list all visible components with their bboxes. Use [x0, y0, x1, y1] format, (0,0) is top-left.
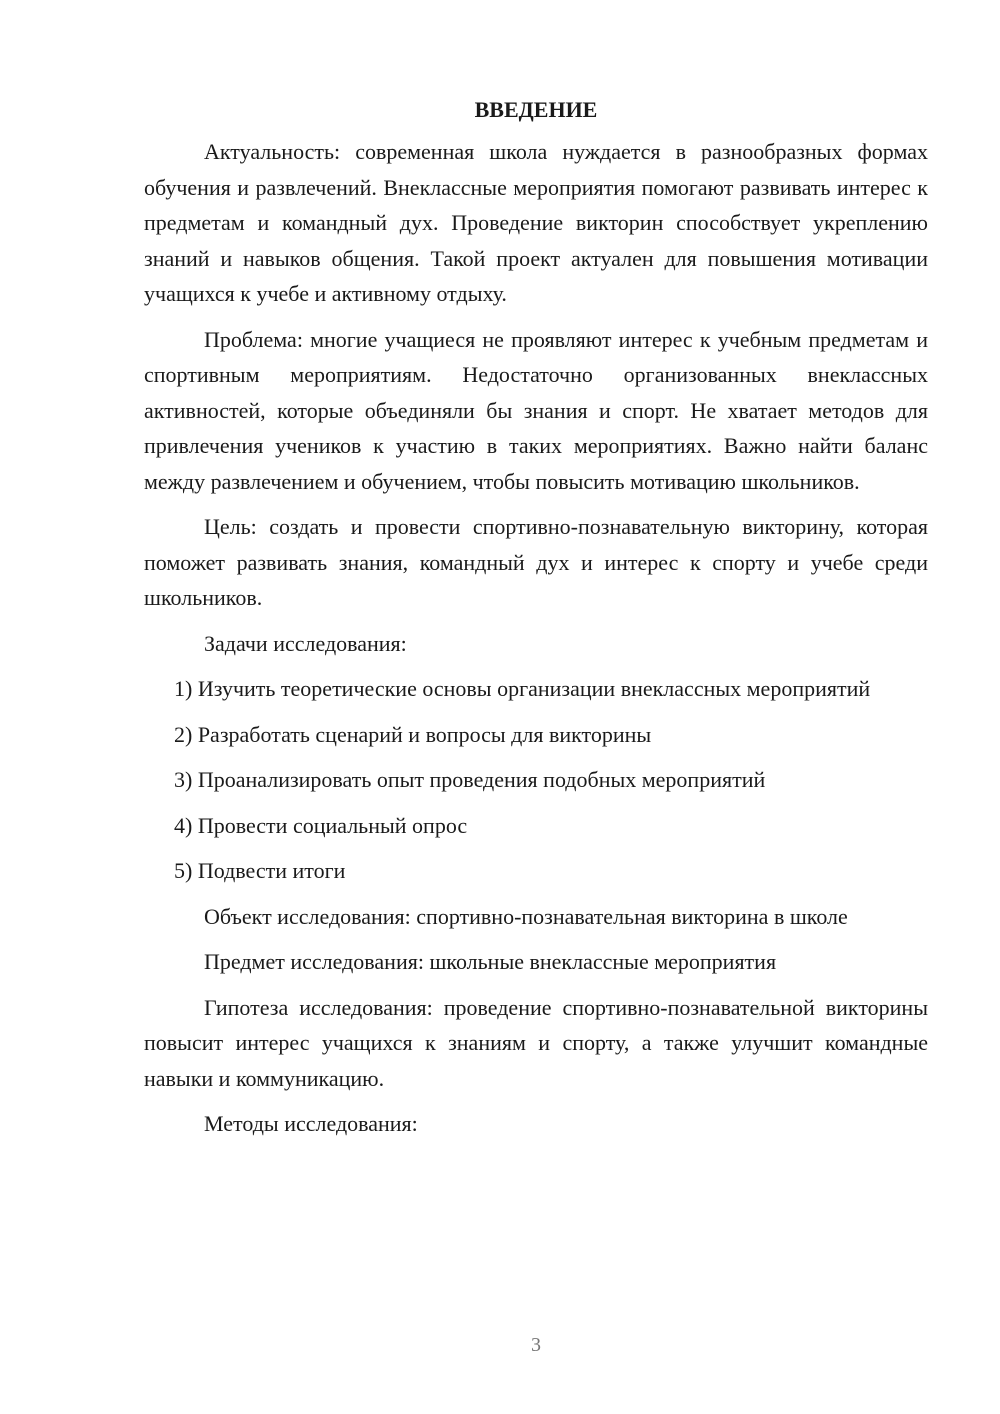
tasks-title: Задачи исследования:	[204, 630, 407, 656]
task-item: 4) Провести социальный опрос	[174, 812, 468, 838]
relevance-paragraph: Актуальность: современная школа нуждается в разнообразных формах обучения и развлечений. Внеклассные мероприятия помогают развивать интерес к предметам и командный дух. Проведение викторин способствует укреплению знаний и навыков общения. Такой проект актуален для повышения мотивации учащихся к учебе и активному отдыху.	[144, 139, 928, 306]
task-item: 2) Разработать сценарий и вопросы для викторины	[174, 721, 652, 747]
page-number: 3	[531, 1334, 541, 1356]
subject-paragraph: Предмет исследования: школьные внеклассные мероприятия	[204, 949, 777, 974]
problem-paragraph: Проблема: многие учащиеся не проявляют интерес к учебным предметам и спортивным мероприятиям. Недостаточно организованных внеклассных активностей, которые объединяли бы знания и спорт. Не хватает методов для привлечения учеников к участию в таких мероприятиях. Важно найти баланс между развлечением и обучением, чтобы повысить мотивацию школьников.	[144, 326, 928, 494]
goal-paragraph: Цель: создать и провести спортивно-познавательную викторину, которая поможет развивать знания, командный дух и интерес к спорту и учебе среди школьников.	[144, 514, 928, 610]
section-heading: ВВЕДЕНИЕ	[474, 97, 598, 122]
object-paragraph: Объект исследования: спортивно-познавательная викторина в школе	[204, 903, 848, 929]
task-item: 5) Подвести итоги	[174, 858, 346, 883]
task-item: 1) Изучить теоретические основы организации внеклассных мероприятий	[174, 676, 871, 701]
task-item: 3) Проанализировать опыт проведения подобных мероприятий	[174, 767, 766, 792]
document-page	[144, 92, 928, 1152]
hypothesis-paragraph: Гипотеза исследования: проведение спортивно-познавательной викторины повысит интерес учащихся к знаниям и спорту, а также улучшит командные навыки и коммуникацию.	[144, 994, 928, 1091]
methods-title: Методы исследования:	[204, 1111, 418, 1136]
